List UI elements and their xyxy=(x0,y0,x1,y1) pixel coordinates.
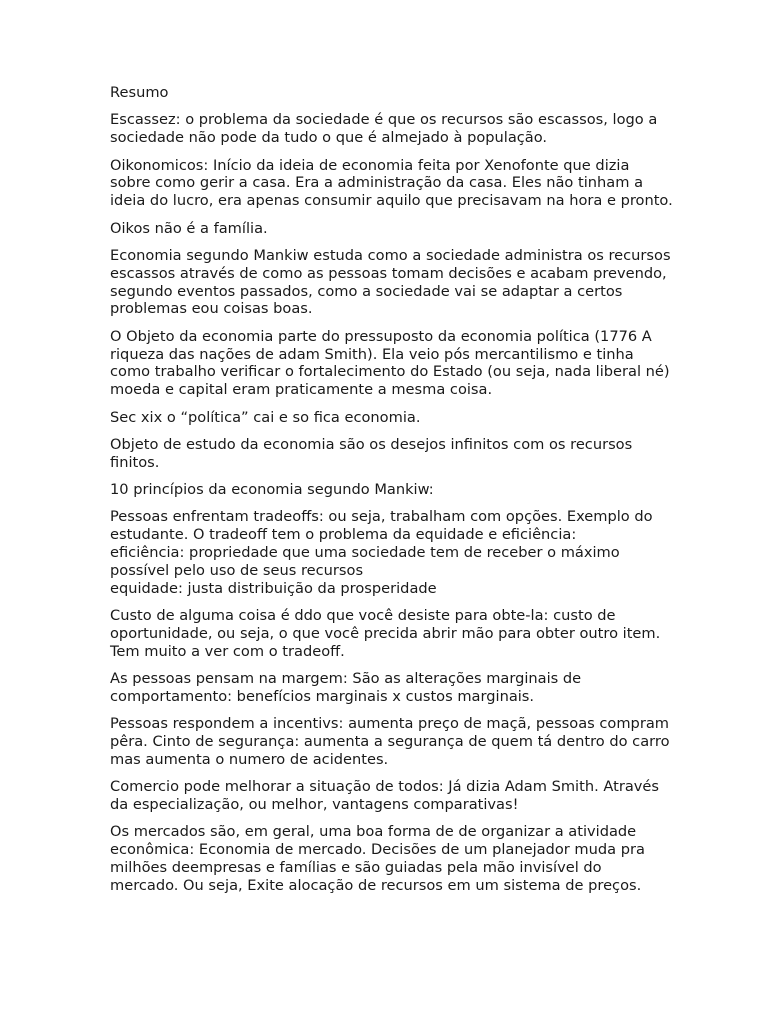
paragraph-line: ideia do lucro, era apenas consumir aquilo que precisavam na hora e pronto. xyxy=(110,192,673,210)
paragraph-line: segundo eventos passados, como a sociedade vai se adaptar a certos xyxy=(110,282,623,300)
paragraph-line: Pessoas enfrentam tradeoffs: ou seja, trabalham com opções. Exemplo do xyxy=(110,508,653,526)
paragraph-line: sobre como gerir a casa. Era a administração da casa. Eles não tinham a xyxy=(110,174,644,192)
paragraph xyxy=(110,778,670,814)
paragraph-line: sociedade não pode da tudo o que é almejado à população. xyxy=(110,129,548,147)
title-text: Resumo xyxy=(110,84,169,101)
paragraph-line: milhões deempresas e famílias e são guiadas pela mão invisível do xyxy=(110,859,602,876)
paragraph-line: da especialização, ou melhor, vantagens comparativas! xyxy=(110,796,519,814)
paragraph-line: Custo de alguma coisa é ddo que você desiste para obte-la: custo de xyxy=(110,607,616,625)
paragraph-line: problemas eou coisas boas. xyxy=(110,300,313,318)
paragraph-line: Oikos não é a família. xyxy=(110,219,268,237)
paragraph xyxy=(110,111,670,147)
paragraph xyxy=(110,436,670,472)
paragraph-line: econômica: Economia de mercado. Decisões de um planejador muda pra xyxy=(110,841,645,859)
paragraph-line: equidade: justa distribuição da prosperidade xyxy=(110,579,437,597)
paragraph-list xyxy=(110,111,673,894)
paragraph xyxy=(110,607,670,660)
document-title xyxy=(110,84,670,102)
paragraph-line: possível pelo uso de seus recursos xyxy=(110,561,364,579)
paragraph-line: Pessoas respondem a incentivs: aumenta preço de maçã, pessoas compram xyxy=(110,715,669,733)
paragraph-line: Sec xix o “política” cai e so fica economia. xyxy=(110,408,421,426)
document-body xyxy=(110,84,673,904)
paragraph-line: Os mercados são, em geral, uma boa forma de de organizar a atividade xyxy=(110,823,637,841)
paragraph-line: estudante. O tradeoff tem o problema da equidade e eficiência: xyxy=(110,526,577,544)
paragraph xyxy=(110,409,670,427)
paragraph-line: Economia segundo Mankiw estuda como a sociedade administra os recursos xyxy=(110,246,671,264)
paragraph-line: Tem muito a ver com o tradeoff. xyxy=(110,642,345,660)
paragraph-line: finitos. xyxy=(110,453,160,471)
paragraph xyxy=(110,481,670,499)
paragraph-line: mas aumenta o numero de acidentes. xyxy=(110,750,389,768)
paragraph-line: como trabalho verificar o fortalecimento do Estado (ou seja, nada liberal né) xyxy=(110,363,670,381)
paragraph-line: comportamento: benefícios marginais x custos marginais. xyxy=(110,687,535,705)
paragraph-line: As pessoas pensam na margem: São as alterações marginais de xyxy=(110,670,582,688)
paragraph-line: pêra. Cinto de segurança: aumenta a segurança de quem tá dentro do carro xyxy=(110,733,670,751)
paragraph xyxy=(110,508,670,597)
paragraph-line: riqueza das nações de adam Smith). Ela veio pós mercantilismo e tinha xyxy=(110,345,634,363)
paragraph xyxy=(110,823,670,894)
paragraph-line: Comercio pode melhorar a situação de todos: Já dizia Adam Smith. Através xyxy=(110,778,659,796)
paragraph xyxy=(110,715,670,768)
paragraph xyxy=(110,670,670,706)
paragraph xyxy=(110,220,670,238)
paragraph xyxy=(110,328,670,399)
paragraph-line: eficiência: propriedade que uma sociedade tem de receber o máximo xyxy=(110,544,620,562)
paragraph-line: Escassez: o problema da sociedade é que os recursos são escassos, logo a xyxy=(110,111,658,129)
paragraph-line: 10 princípios da economia segundo Mankiw: xyxy=(110,481,434,499)
paragraph xyxy=(110,247,670,318)
paragraph-line: O Objeto da economia parte do pressuposto da economia política (1776 A xyxy=(110,327,652,345)
paragraph-line: Oikonomicos: Início da ideia de economia feita por Xenofonte que dizia xyxy=(110,156,630,174)
paragraph-line: moeda e capital eram praticamente a mesma coisa. xyxy=(110,381,493,399)
paragraph-line: oportunidade, ou seja, o que você precida abrir mão para obter outro item. xyxy=(110,624,661,642)
paragraph-line: mercado. Ou seja, Exite alocação de recursos em um sistema de preços. xyxy=(110,876,642,894)
paragraph xyxy=(110,156,673,210)
paragraph-line: Objeto de estudo da economia são os desejos infinitos com os recursos xyxy=(110,435,633,453)
paragraph-line: escassos através de como as pessoas tomam decisões e acabam prevendo, xyxy=(110,264,667,282)
